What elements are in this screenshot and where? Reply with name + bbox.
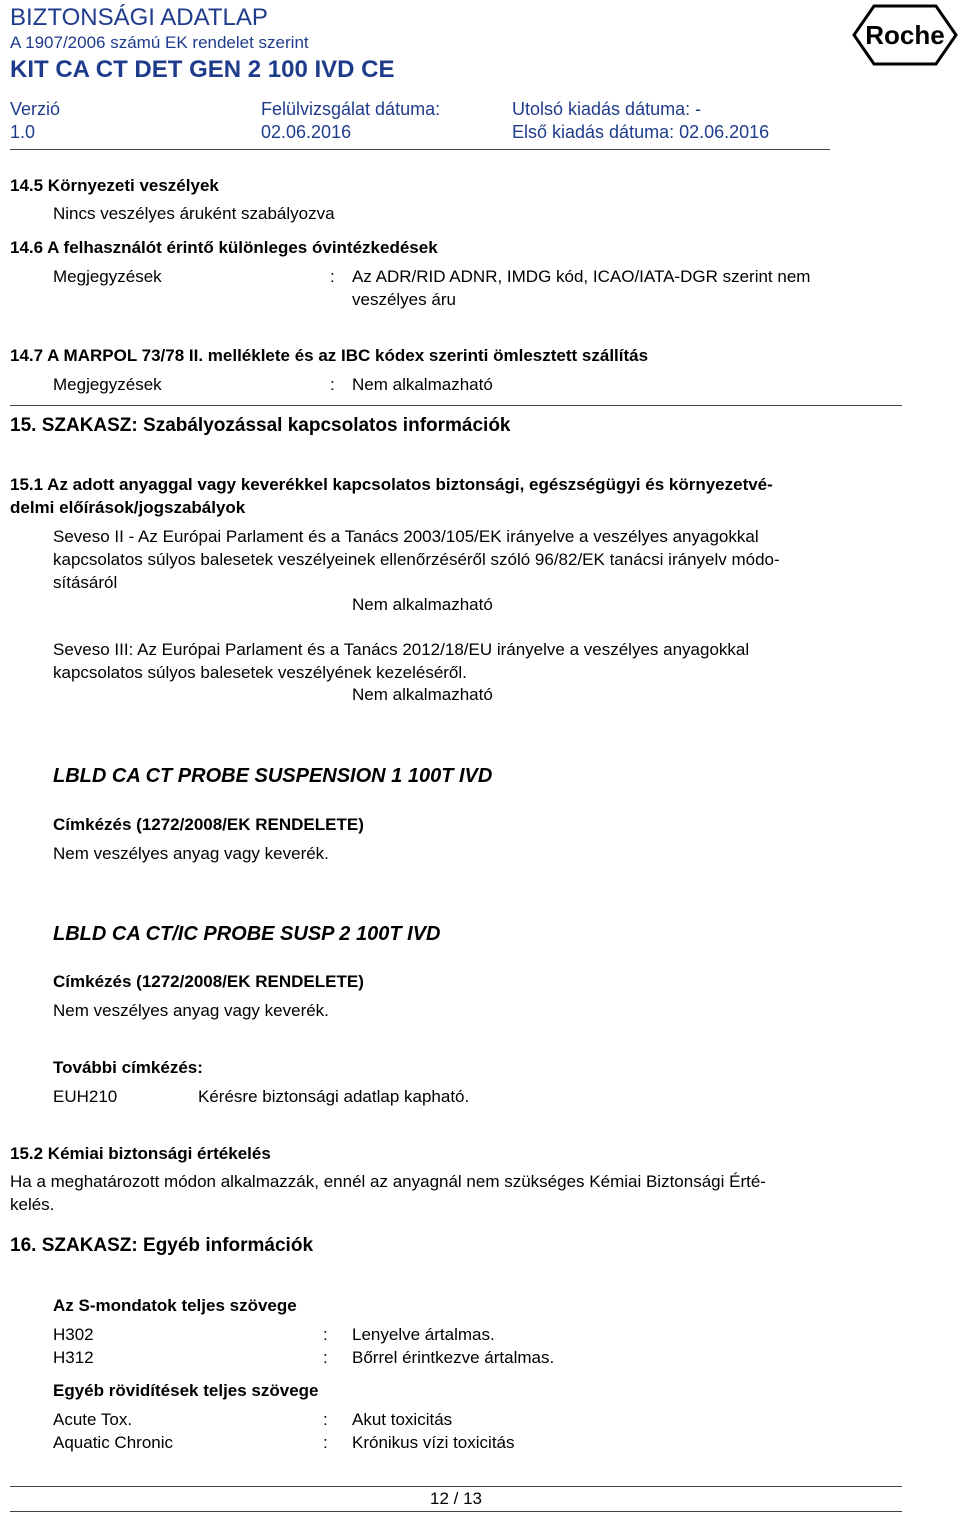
section-15-1-title-line2: delmi előírások/jogszabályok [10,498,246,517]
s-sentences-title: Az S-mondatok teljes szövege [53,1296,297,1315]
euh-text: Kérésre biztonsági adatlap kapható. [198,1087,470,1106]
s-row-code: H302 [53,1325,94,1344]
last-issue-date: Utolsó kiadás dátuma: - [512,99,702,119]
section-14-6-value-line1: Az ADR/RID ADNR, IMDG kód, ICAO/IATA-DGR szerint nem [352,267,811,286]
section-15-heading: 15. SZAKASZ: Szabályozással kapcsolatos információk [10,415,511,436]
section-14-6-title: 14.6 A felhasználót érintő különleges óvintézkedések [10,238,438,257]
seveso2-line2: kapcsolatos súlyos balesetek veszélyeinek ellenőrzéséről szóló 96/82/EK tanácsi irányelv módo- [53,550,780,569]
header-divider [10,149,830,150]
product2-title: LBLD CA CT/IC PROBE SUSP 2 100T IVD [53,923,441,945]
version-value: 1.0 [10,122,36,142]
section-14-6-value-line2: veszélyes áru [352,290,456,309]
section-15-divider [10,405,902,406]
labelling1-title: Címkézés (1272/2008/EK RENDELETE) [53,815,364,834]
seveso2-value: Nem alkalmazható [352,595,493,614]
abbr-row-code: Aquatic Chronic [53,1433,174,1452]
section-14-7-value: Nem alkalmazható [352,375,493,394]
s-row-text: Lenyelve ártalmas. [352,1325,495,1344]
section-15-2-title: 15.2 Kémiai biztonsági értékelés [10,1144,271,1163]
extra-labelling-title: További címkézés: [53,1058,203,1077]
section-14-5-text: Nincs veszélyes áruként szabályozva [53,204,335,223]
abbr-row-colon: : [323,1433,328,1452]
seveso2-line3: sításáról [53,573,118,592]
seveso3-line2: kapcsolatos súlyos balesetek veszélyének kezeléséről. [53,663,467,682]
labelling2-text: Nem veszélyes anyag vagy keverék. [53,1001,329,1020]
section-15-2-line2: kelés. [10,1195,55,1214]
abbr-row-code: Acute Tox. [53,1410,133,1429]
section-14-6-colon: : [330,267,335,286]
logo-text: Roche [865,20,945,50]
s-row-colon: : [323,1348,328,1367]
section-14-7-colon: : [330,375,335,394]
section-14-6-label: Megjegyzések [53,267,162,286]
labelling2-title: Címkézés (1272/2008/EK RENDELETE) [53,972,364,991]
product1-title: LBLD CA CT PROBE SUSPENSION 1 100T IVD [53,765,493,787]
revision-value: 02.06.2016 [261,122,352,142]
section-16-heading: 16. SZAKASZ: Egyéb információk [10,1235,314,1256]
section-14-7-title: 14.7 A MARPOL 73/78 II. melléklete és az IBC kódex szerinti ömlesztett szállítás [10,346,649,365]
regulation-subtitle: A 1907/2006 számú EK rendelet szerint [10,33,309,52]
version-label: Verzió [10,99,61,119]
section-14-5-title: 14.5 Környezeti veszélyek [10,176,219,195]
labelling1-text: Nem veszélyes anyag vagy keverék. [53,844,329,863]
seveso2-line1: Seveso II - Az Európai Parlament és a Tanács 2003/105/EK irányelve a veszélyes anyagokkal [53,527,759,546]
s-row-text: Bőrrel érintkezve ártalmas. [352,1348,555,1367]
page-number: 12 / 13 [10,1486,902,1512]
abbreviations-title: Egyéb rövidítések teljes szövege [53,1381,319,1400]
revision-label: Felülvizsgálat dátuma: [261,99,441,119]
product-name: KIT CA CT DET GEN 2 100 IVD CE [10,56,395,83]
abbr-row-text: Akut toxicitás [352,1410,453,1429]
abbr-row-colon: : [323,1410,328,1429]
s-row-colon: : [323,1325,328,1344]
euh-code: EUH210 [53,1087,118,1106]
abbr-row-text: Krónikus vízi toxicitás [352,1433,515,1452]
first-issue-date: Első kiadás dátuma: 02.06.2016 [512,122,770,142]
section-15-2-line1: Ha a meghatározott módon alkalmazzák, ennél az anyagnál nem szükséges Kémiai Biztonsági Érté- [10,1172,766,1191]
s-row-code: H312 [53,1348,94,1367]
doc-type-title: BIZTONSÁGI ADATLAP [10,4,268,31]
seveso3-line1: Seveso III: Az Európai Parlament és a Tanács 2012/18/EU irányelve a veszélyes anyagokkal [53,640,750,659]
roche-logo-icon [850,0,960,70]
seveso3-value: Nem alkalmazható [352,685,493,704]
section-15-1-title-line1: 15.1 Az adott anyaggal vagy keverékkel kapcsolatos biztonsági, egészségügyi és környezetvé- [10,475,773,494]
section-14-7-label: Megjegyzések [53,375,162,394]
